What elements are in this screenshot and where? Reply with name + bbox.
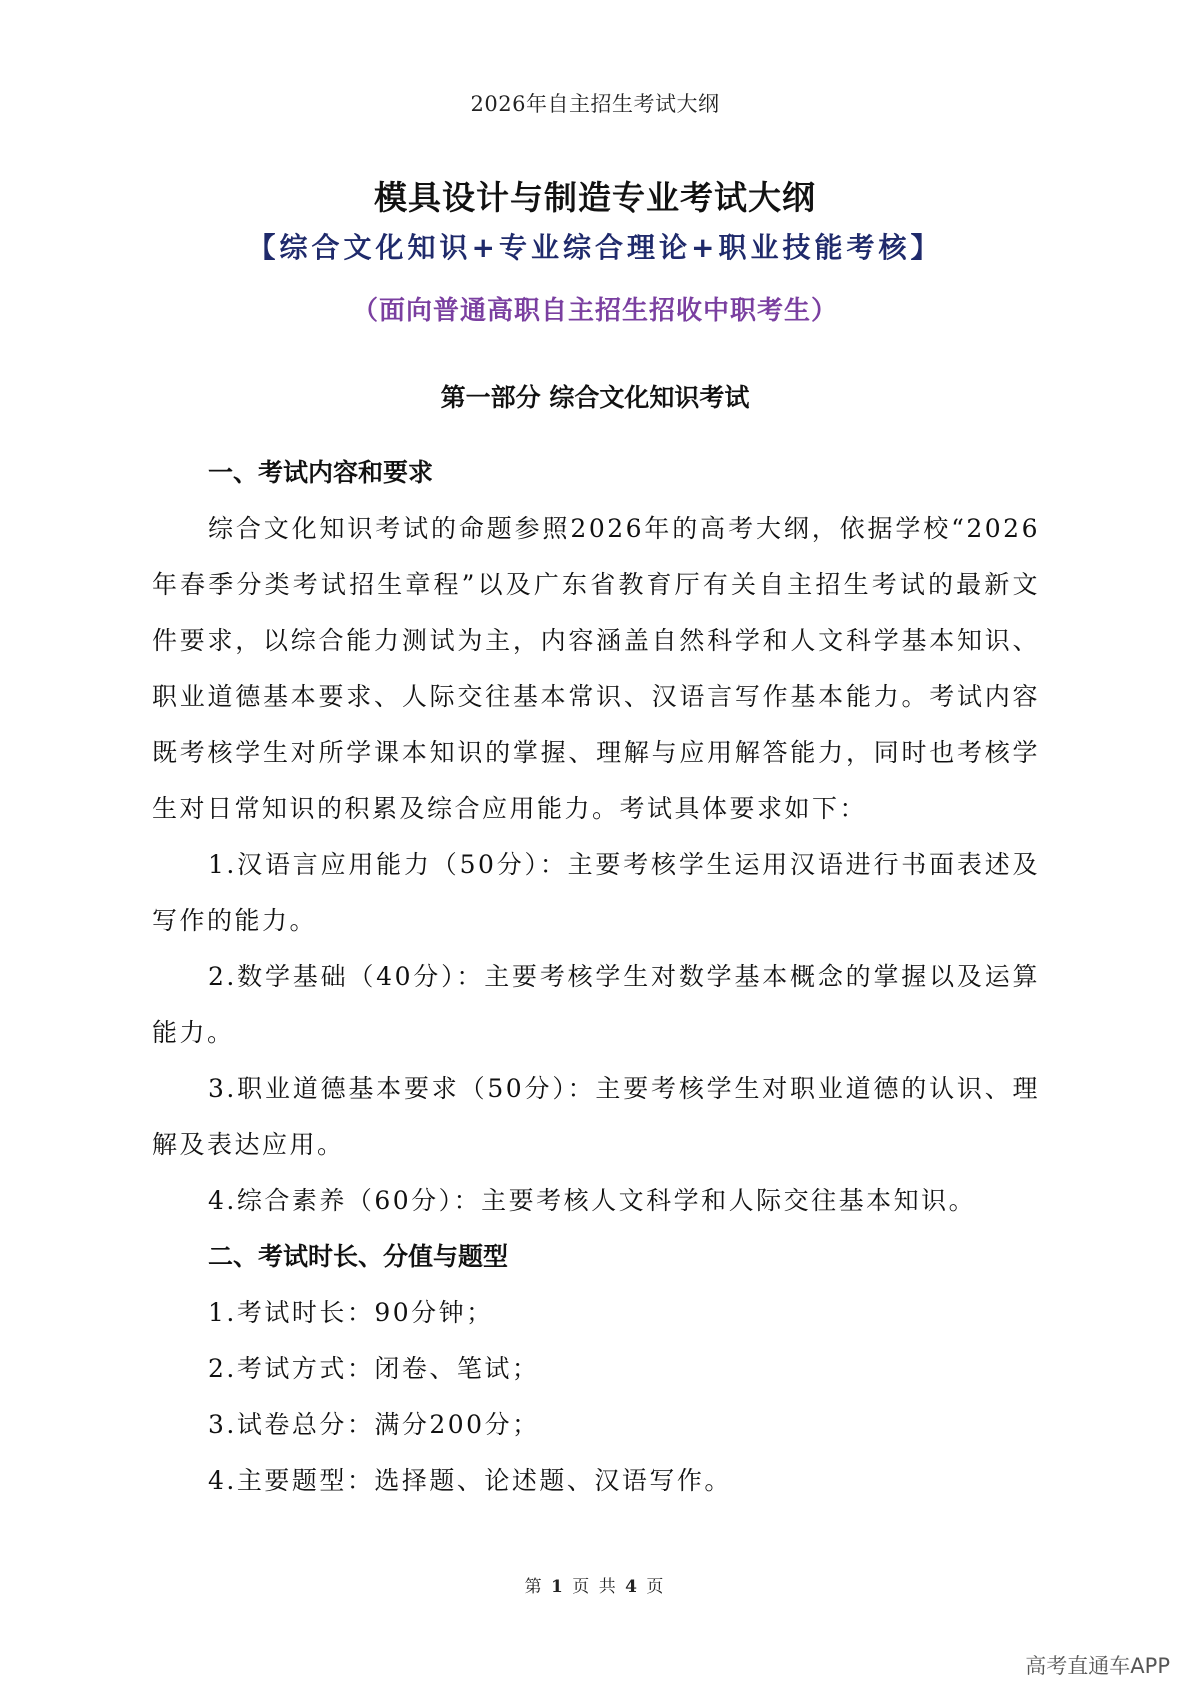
- section-heading-content: 一、考试内容和要求: [208, 458, 434, 487]
- part-title: 第一部分 综合文化知识考试: [440, 383, 750, 412]
- format-item: 3.试卷总分：满分200分；: [208, 1410, 540, 1439]
- audience-note: （面向普通高职自主招生招收中职考生）: [351, 296, 838, 326]
- requirement-item: 1.汉语言应用能力（50分）：主要考核学生运用汉语进行书面表述及写作的能力。: [152, 850, 1040, 935]
- footer-prefix: 第: [524, 1577, 552, 1597]
- document-title: 模具设计与制造专业考试大纲: [374, 178, 816, 217]
- requirement-item: 2.数学基础（40分）：主要考核学生对数学基本概念的掌握以及运算能力。: [152, 962, 1040, 1047]
- intro-paragraph: 综合文化知识考试的命题参照2026年的高考大纲，依据学校“2026年春季分类考试招生章程”以及广东省教育厅有关自主招生考试的最新文件要求，以综合能力测试为主，内容涵盖自然科学和人文科学基本知识、职业道德基本要求、人际交往基本常识、汉语言写作基本能力。考试内容既考核学生对所学课本知识的掌握、理解与应用解答能力，同时也考核学生对日常知识的积累及综合应用能力。考试具体要求如下：: [152, 514, 1040, 823]
- format-item: 2.考试方式：闭卷、笔试；: [208, 1354, 540, 1383]
- page-header: 2026年自主招生考试大纲: [470, 92, 720, 116]
- requirement-item: 4.综合素养（60分）：主要考核人文科学和人际交往基本知识。: [208, 1186, 977, 1215]
- footer-total-pages: 4: [625, 1577, 639, 1597]
- page-footer: [0, 1572, 1190, 1597]
- section-heading-format: 二、考试时长、分值与题型: [208, 1242, 509, 1271]
- requirement-item: 3.职业道德基本要求（50分）：主要考核学生对职业道德的认识、理解及表达应用。: [152, 1074, 1040, 1159]
- footer-suffix: 页: [638, 1577, 666, 1597]
- app-watermark: 高考直通车APP: [1025, 1654, 1170, 1678]
- document-subtitle: 【综合文化知识+专业综合理论+职业技能考核】: [247, 231, 943, 264]
- format-item: 4.主要题型：选择题、论述题、汉语写作。: [208, 1466, 732, 1495]
- footer-middle: 页 共: [564, 1577, 626, 1597]
- format-item: 1.考试时长：90分钟；: [208, 1298, 494, 1327]
- footer-page-number: 1: [551, 1577, 565, 1597]
- document-body: [152, 445, 1040, 1509]
